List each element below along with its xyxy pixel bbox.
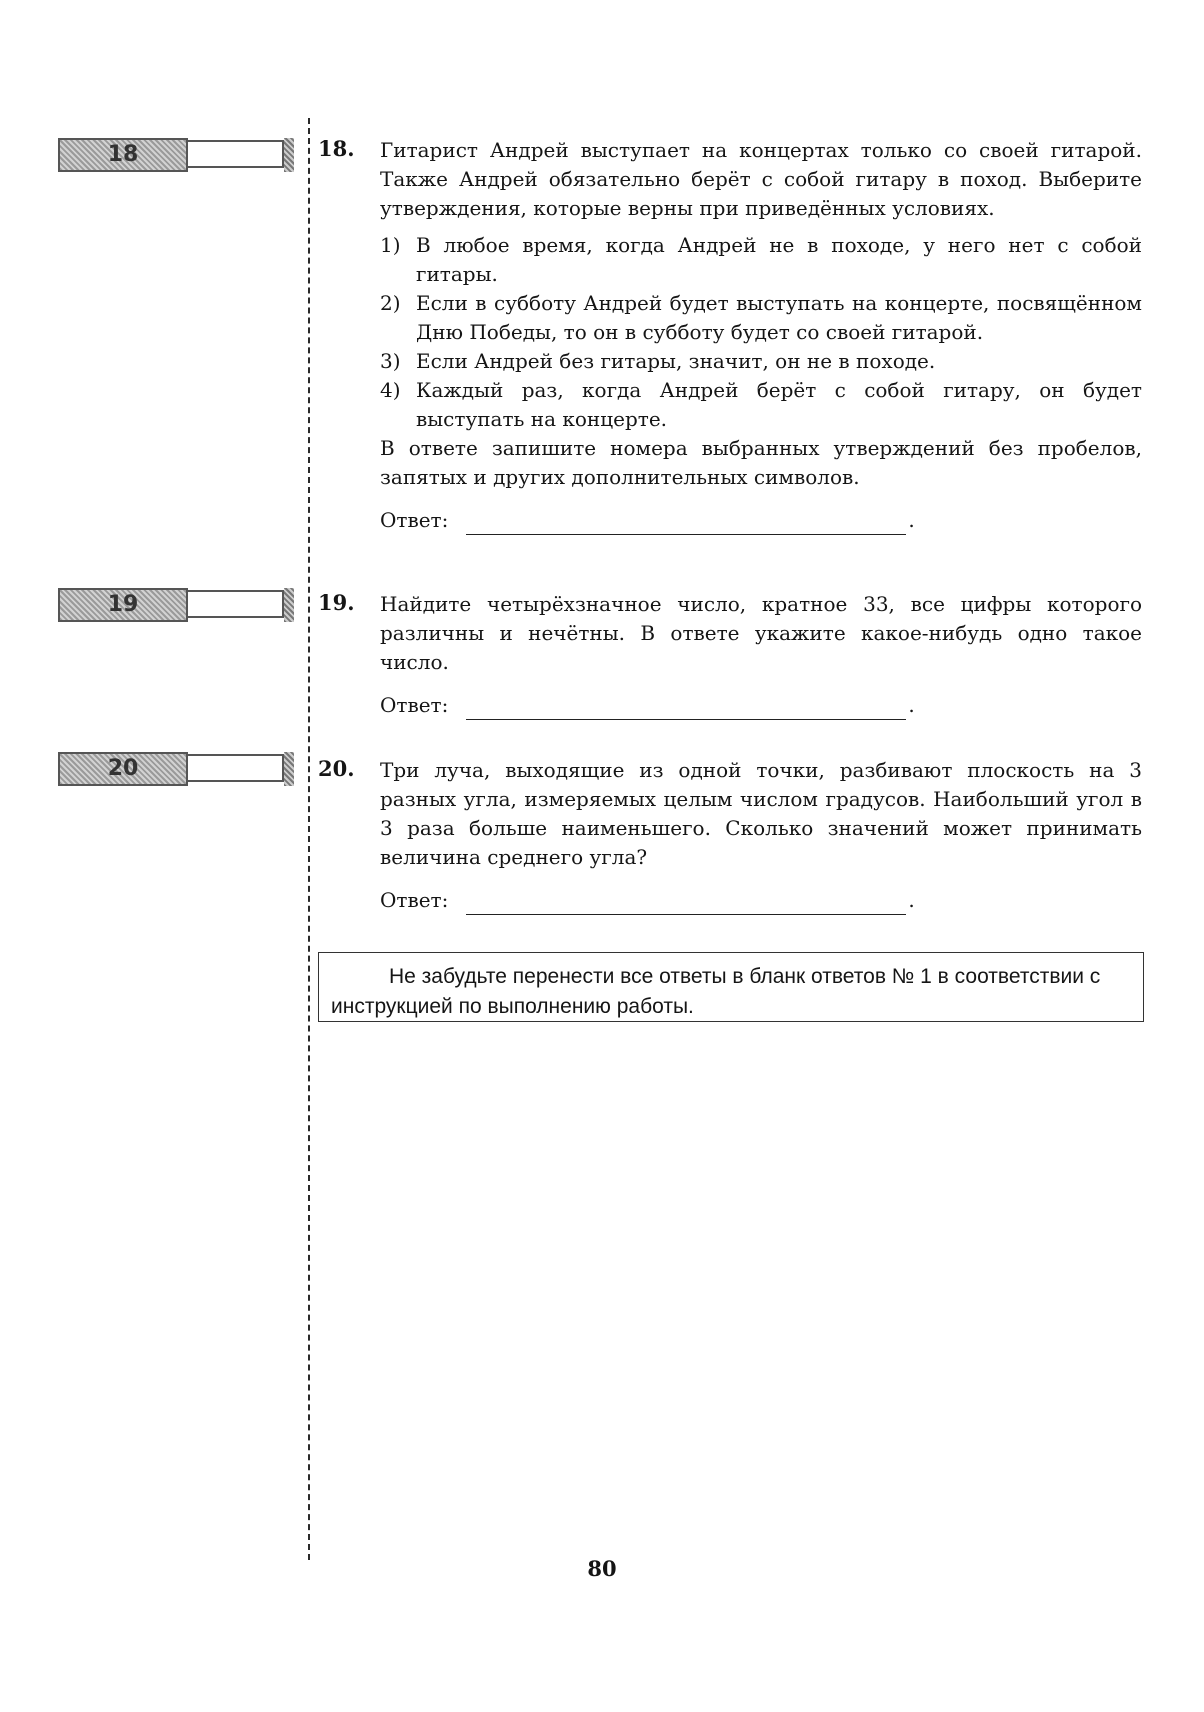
- answer-cell[interactable]: [188, 140, 284, 168]
- answer-box-20: [58, 752, 294, 786]
- option-4: 4) Каждый раз, когда Андрей берёт с собой гитару, он будет выступать на концерте.: [380, 378, 1142, 431]
- task-text: Гитарист Андрей выступает на концертах только со своей гитарой. Также Андрей обязательно берёт с собой гитару в поход. Выберите утверждения, которые верны при приведённых условиях.: [380, 138, 1142, 220]
- option-1: 1) В любое время, когда Андрей не в походе, у него нет с собой гитары.: [380, 233, 1142, 286]
- notice-text: Не забудьте перенести все ответы в бланк ответов № 1 в соответствии с инструкцией по выполнению работы.: [331, 965, 1101, 1018]
- task-number: 18.: [318, 136, 355, 161]
- task-marker-number: 18: [58, 138, 188, 172]
- options-list: [380, 231, 1142, 434]
- task-text: Найдите четырёхзначное число, кратное 33, все цифры которого различны и нечётны. В ответе укажите какое-нибудь одно такое число.: [380, 592, 1142, 674]
- task-18: [318, 136, 1142, 535]
- task-number: 19.: [318, 590, 355, 615]
- answer-box-19: [58, 588, 294, 622]
- task-19: [318, 590, 1142, 720]
- answer-cell[interactable]: [188, 754, 284, 782]
- option-2: 2) Если в субботу Андрей будет выступать на концерте, посвящённом Дню Победы, то он в субботу будет со своей гитарой.: [380, 291, 1142, 344]
- page-number: 80: [587, 1556, 617, 1581]
- task-number: 20.: [318, 756, 355, 781]
- marker-tail: [284, 138, 294, 172]
- answer-row: Ответ: .: [380, 506, 1142, 535]
- answer-row: Ответ: .: [380, 886, 1142, 915]
- answer-instruction: В ответе запишите номера выбранных утверждений без пробелов, запятых и других дополнительных символов.: [380, 436, 1142, 489]
- transfer-notice: [318, 952, 1144, 1022]
- task-text: Три луча, выходящие из одной точки, разбивают плоскость на 3 разных угла, измеряемых целым числом градусов. Наибольший угол в 3 раза больше наименьшего. Сколько значений может принимать величина среднего угла?: [380, 758, 1142, 869]
- task-marker-number: 19: [58, 588, 188, 622]
- task-marker-number: 20: [58, 752, 188, 786]
- task-20: [318, 756, 1142, 915]
- answer-cell[interactable]: [188, 590, 284, 618]
- answer-row: Ответ: .: [380, 691, 1142, 720]
- marker-tail: [284, 588, 294, 622]
- cut-line: [308, 118, 310, 1560]
- answer-label: Ответ:: [380, 508, 449, 532]
- answer-line[interactable]: [466, 697, 906, 720]
- answer-line[interactable]: [466, 892, 906, 915]
- answer-label: Ответ:: [380, 888, 449, 912]
- answer-line[interactable]: [466, 512, 906, 535]
- answer-box-18: [58, 138, 294, 172]
- option-3: 3) Если Андрей без гитары, значит, он не в походе.: [380, 349, 936, 373]
- marker-tail: [284, 752, 294, 786]
- answer-label: Ответ:: [380, 693, 449, 717]
